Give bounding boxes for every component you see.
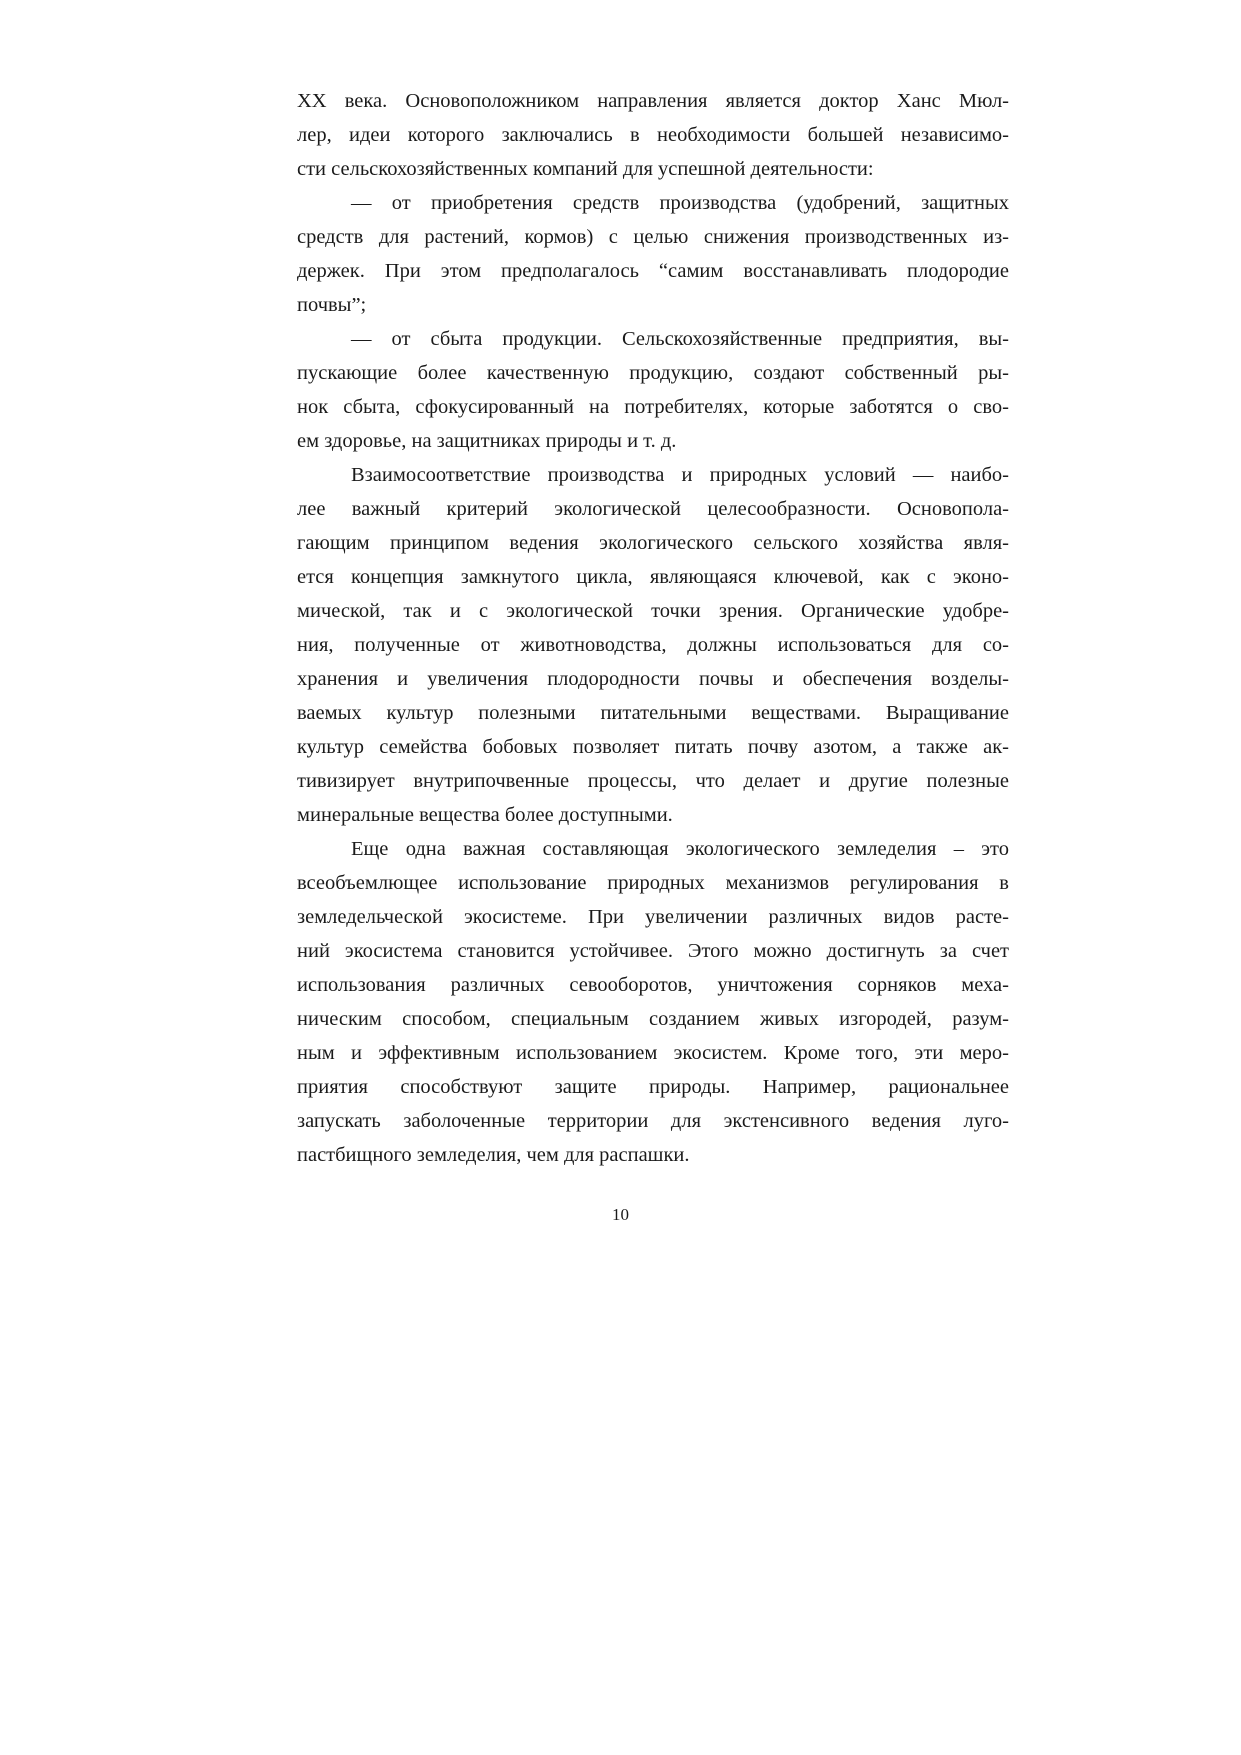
- text-line: сти сельскохозяйственных компаний для успешной деятельности:: [297, 158, 874, 180]
- text-line: культур семейства бобовых позволяет питать почву азотом, а также ак-: [297, 736, 1009, 758]
- text-line: нок сбыта, сфокусированный на потребителях, которые заботятся о сво-: [297, 396, 1009, 418]
- text-line: ем здоровье, на защитниках природы и т. д.: [297, 430, 677, 452]
- text-line: ния, полученные от животноводства, должны использоваться для со-: [297, 634, 1009, 656]
- text-line: земледельческой экосистеме. При увеличении различных видов расте-: [297, 906, 1009, 928]
- text-line: лее важный критерий экологической целесообразности. Основопола-: [297, 498, 1009, 520]
- text-line: тивизирует внутрипочвенные процессы, что делает и другие полезные: [297, 770, 1009, 792]
- text-line: мической, так и с экологической точки зрения. Органические удобре-: [297, 600, 1009, 622]
- text-line: всеобъемлющее использование природных механизмов регулирования в: [297, 872, 1009, 894]
- paragraph: [297, 832, 1009, 1172]
- text-line: гающим принципом ведения экологического сельского хозяйства явля-: [297, 532, 1009, 554]
- text-line: ваемых культур полезными питательными веществами. Выращивание: [297, 702, 1009, 724]
- text-line: держек. При этом предполагалось “самим восстанавливать плодородие: [297, 260, 1009, 282]
- text-line: минеральные вещества более доступными.: [297, 804, 673, 826]
- text-line: пускающие более качественную продукцию, создают собственный ры-: [297, 362, 1009, 384]
- paragraph: [297, 84, 1009, 186]
- text-line: Еще одна важная составляющая экологического земледелия – это: [351, 838, 1009, 860]
- page-number: 10: [612, 1205, 629, 1224]
- text-line: ний экосистема становится устойчивее. Этого можно достигнуть за счет: [297, 940, 1009, 962]
- text-line: средств для растений, кормов) с целью снижения производственных из-: [297, 226, 1009, 248]
- text-line: XX века. Основоположником направления является доктор Ханс Мюл-: [297, 90, 1009, 112]
- text-line: — от сбыта продукции. Сельскохозяйственные предприятия, вы-: [351, 328, 1009, 350]
- text-line: запускать заболоченные территории для экстенсивного ведения луго-: [297, 1110, 1009, 1132]
- text-line: Взаимосоответствие производства и природных условий — наибо-: [351, 464, 1009, 486]
- paragraph: [297, 322, 1009, 458]
- body-text: [297, 84, 1009, 1172]
- text-line: почвы”;: [297, 294, 367, 316]
- text-line: пастбищного земледелия, чем для распашки.: [297, 1144, 690, 1166]
- text-line: приятия способствуют защите природы. Например, рациональнее: [297, 1076, 1009, 1098]
- text-line: использования различных севооборотов, уничтожения сорняков меха-: [297, 974, 1009, 996]
- text-line: — от приобретения средств производства (удобрений, защитных: [351, 192, 1009, 214]
- paragraph: [297, 458, 1009, 832]
- text-line: хранения и увеличения плодородности почвы и обеспечения возделы-: [297, 668, 1009, 690]
- paragraph: [297, 186, 1009, 322]
- text-line: ется концепция замкнутого цикла, являющаяся ключевой, как с эконо-: [297, 566, 1009, 588]
- text-line: ническим способом, специальным созданием живых изгородей, разум-: [297, 1008, 1009, 1030]
- text-line: ным и эффективным использованием экосистем. Кроме того, эти меро-: [297, 1042, 1009, 1064]
- text-line: лер, идеи которого заключались в необходимости большей независимо-: [297, 124, 1009, 146]
